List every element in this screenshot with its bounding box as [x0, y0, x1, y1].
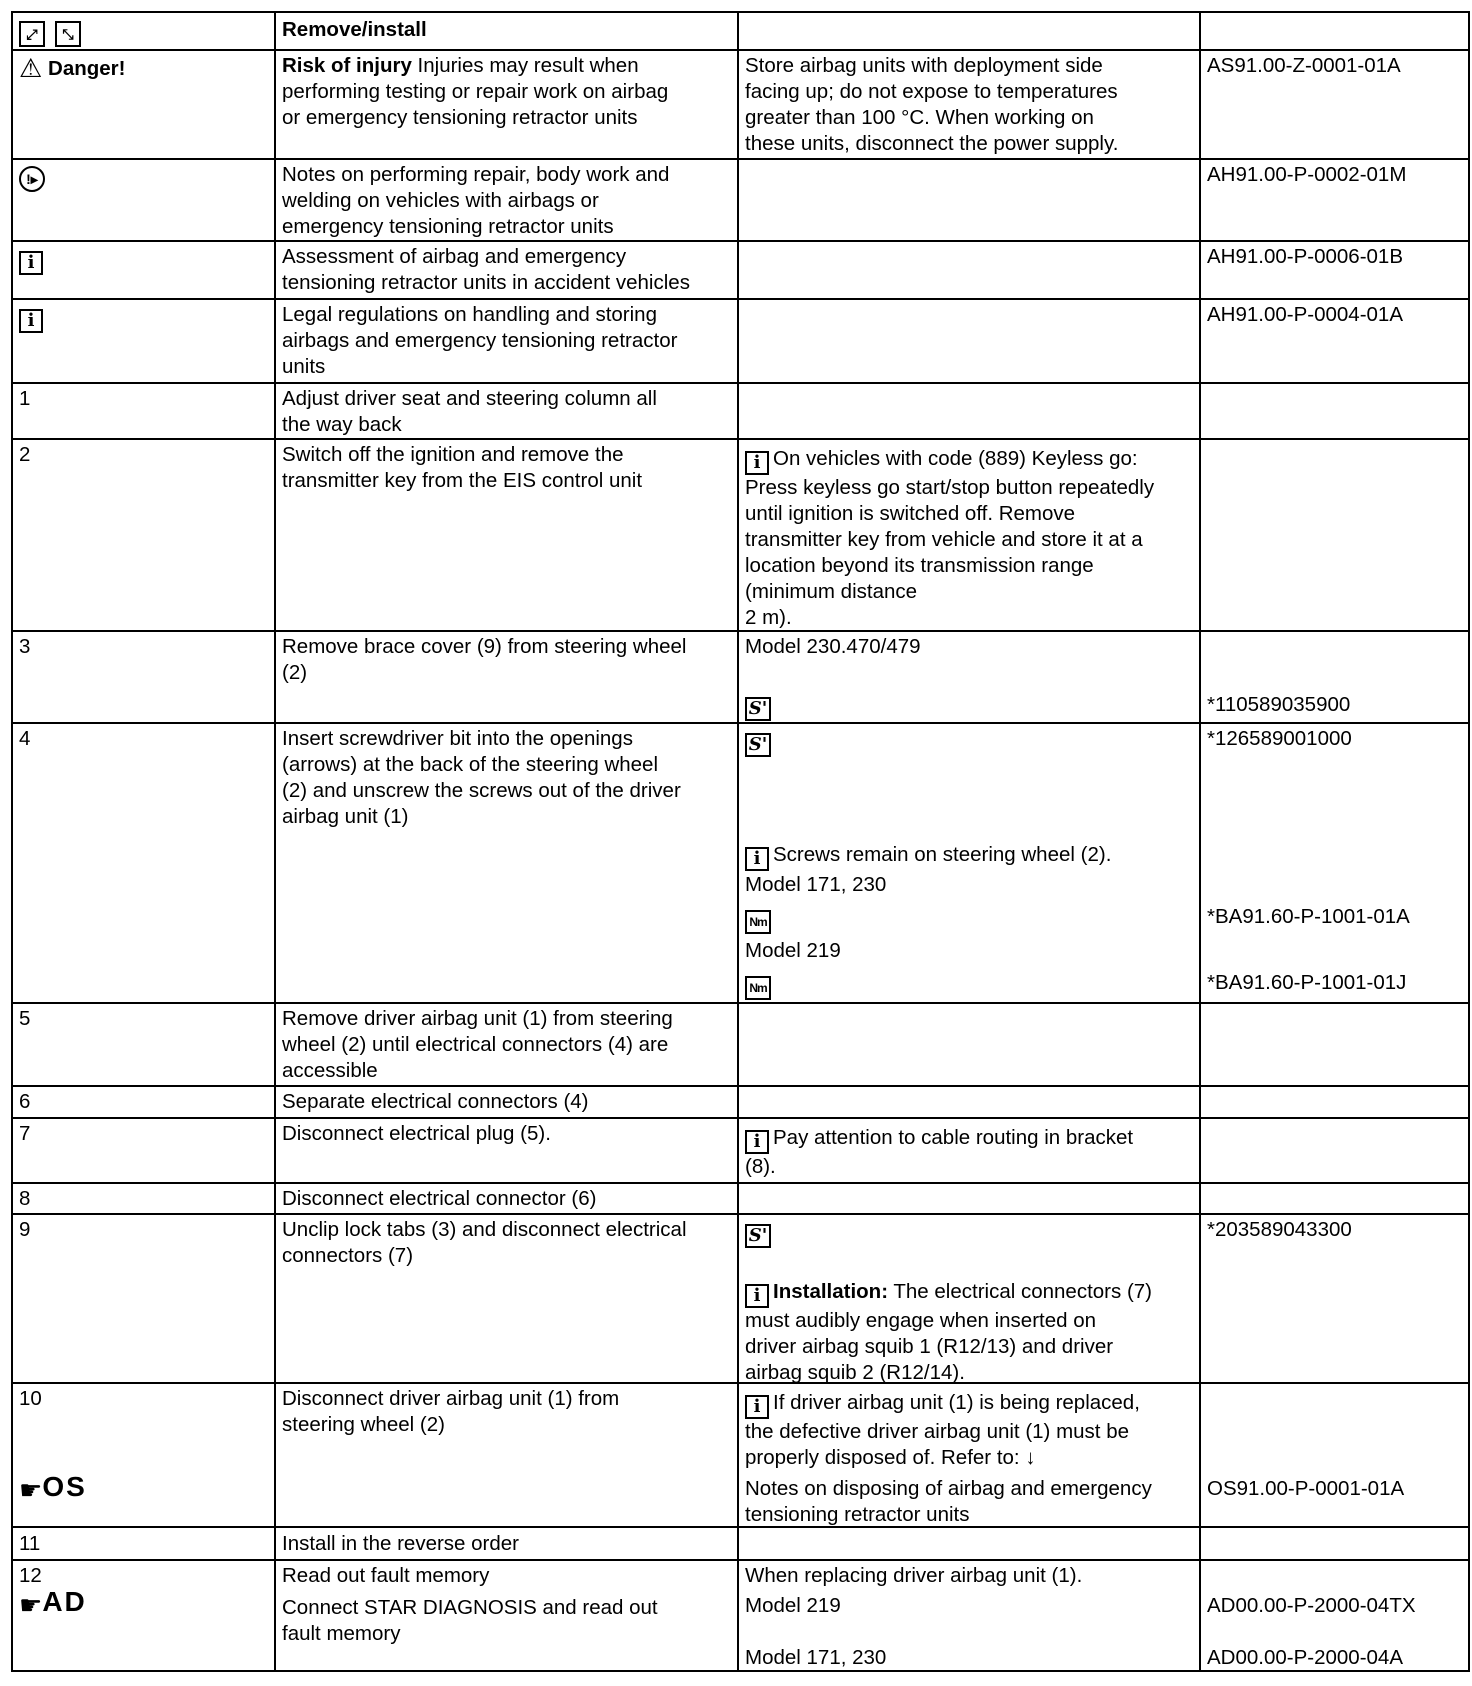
- pointing-hand-icon: ☛: [19, 1475, 43, 1505]
- danger-title: Risk of injury: [282, 54, 412, 77]
- step-note: The electrical connectors (7) must audibly engage when inserted on driver airbag squib 1 (R12/13) and driver airbag squib 2 (R12/14).: [745, 1280, 1153, 1384]
- torque-icon[interactable]: Nm: [745, 910, 771, 934]
- note-text: Notes on performing repair, body work and welding on vehicles with airbags or emergency tensioning retractor units: [282, 163, 670, 238]
- danger-text: Injuries may result when performing testing or repair work on airbag or emergency tensioning retractor units: [282, 54, 669, 129]
- step-note: Screws remain on steering wheel (2).: [773, 843, 1112, 866]
- tool-number[interactable]: *126589001000: [1207, 727, 1352, 750]
- step-text: Switch off the ignition and remove the transmitter key from the EIS control unit: [282, 443, 643, 492]
- disposal-link[interactable]: Notes on disposing of airbag and emergency tensioning retractor units: [745, 1477, 1152, 1526]
- step-row: [12, 1383, 1469, 1527]
- step-text: Read out fault memory: [282, 1564, 490, 1587]
- info-icon: i: [19, 251, 43, 275]
- step-number: 11: [19, 1532, 41, 1555]
- collapse-icon[interactable]: ⤡: [55, 21, 81, 47]
- ref-os-label: OS: [42, 1471, 87, 1502]
- info-icon: i: [19, 309, 43, 333]
- step-text: Remove driver airbag unit (1) from steering wheel (2) until electrical connectors (4) are accessible: [282, 1007, 673, 1082]
- step-note: When replacing driver airbag unit (1).: [745, 1564, 1083, 1587]
- step-text: Remove brace cover (9) from steering wheel (2): [282, 635, 687, 684]
- step-number: 5: [19, 1007, 31, 1030]
- step-text: Install in the reverse order: [282, 1532, 520, 1555]
- step-text: Disconnect driver airbag unit (1) from steering wheel (2): [282, 1387, 620, 1436]
- step-row: [12, 1118, 1469, 1183]
- step-text: Adjust driver seat and steering column all the way back: [282, 387, 657, 436]
- step-note: If driver airbag unit (1) is being replaced, the defective driver airbag unit (1) must be properly disposed of. Refer to: ↓: [745, 1391, 1140, 1469]
- special-tool-icon[interactable]: S': [745, 697, 771, 721]
- step-number: 1: [19, 387, 31, 410]
- model-label: Model 171, 230: [745, 1646, 887, 1669]
- doc-link[interactable]: AS91.00-Z-0001-01A: [1207, 54, 1401, 77]
- tool-number[interactable]: *110589035900: [1207, 693, 1351, 716]
- step-number: 12: [19, 1564, 42, 1587]
- note-row: [12, 241, 1469, 299]
- step-row: [12, 383, 1469, 439]
- step-number: 6: [19, 1090, 31, 1113]
- info-icon: i: [745, 847, 769, 871]
- special-tool-icon[interactable]: S': [745, 733, 771, 757]
- warning-icon: ⚠: [19, 53, 43, 83]
- step-number: 10: [19, 1387, 42, 1410]
- torque-link[interactable]: *BA91.60-P-1001-01A: [1207, 905, 1410, 928]
- doc-link[interactable]: AH91.00-P-0002-01M: [1207, 163, 1407, 186]
- model-label: Model 171, 230: [745, 873, 887, 896]
- torque-icon[interactable]: Nm: [745, 976, 771, 1000]
- step-row: [12, 1183, 1469, 1214]
- model-label: Model 219: [745, 1594, 841, 1617]
- info-icon: i: [745, 1395, 769, 1419]
- note-text: Assessment of airbag and emergency tensioning retractor units in accident vehicles: [282, 245, 690, 294]
- step-number: 9: [19, 1218, 31, 1241]
- note-icon: !▸: [19, 166, 45, 192]
- special-tool-icon[interactable]: S': [745, 1224, 771, 1248]
- doc-link[interactable]: AH91.00-P-0004-01A: [1207, 303, 1404, 326]
- step-subtext: Connect STAR DIAGNOSIS and read out fault memory: [282, 1596, 658, 1645]
- danger-label: Danger!: [48, 57, 126, 80]
- procedure-table: [11, 11, 1470, 1672]
- step-row: [12, 1527, 1469, 1560]
- step-number: 3: [19, 635, 31, 658]
- step-text: Disconnect electrical connector (6): [282, 1187, 597, 1210]
- danger-row: [12, 50, 1469, 159]
- info-icon: i: [745, 1130, 769, 1154]
- doc-link[interactable]: AD00.00-P-2000-04A: [1207, 1646, 1404, 1669]
- step-number: 2: [19, 443, 31, 466]
- step-text: Separate electrical connectors (4): [282, 1090, 589, 1113]
- header-row: [12, 12, 1469, 50]
- info-icon: i: [745, 451, 769, 475]
- step-note: Pay attention to cable routing in bracket (8).: [745, 1126, 1134, 1178]
- step-row: [12, 1214, 1469, 1383]
- torque-link[interactable]: *BA91.60-P-1001-01J: [1207, 971, 1407, 994]
- expand-icon[interactable]: ⤢: [19, 21, 45, 47]
- step-text: Unclip lock tabs (3) and disconnect electrical connectors (7): [282, 1218, 687, 1267]
- step-note: On vehicles with code (889) Keyless go: Press keyless go start/stop button repeatedly until ignition is switched off. Remove transmitter key from vehicle and store it at a location beyond its transmission range (minimum distance 2 m).: [745, 447, 1155, 629]
- step-row: [12, 439, 1469, 631]
- step-text: Disconnect electrical plug (5).: [282, 1122, 551, 1145]
- model-label: Model 230.470/479: [745, 635, 921, 658]
- step-number: 7: [19, 1122, 31, 1145]
- danger-note: Store airbag units with deployment side facing up; do not expose to temperatures greater than 100 °C. When working on these units, disconnect the power supply.: [745, 54, 1119, 155]
- step-row: [12, 631, 1469, 723]
- step-row: [12, 723, 1469, 1003]
- step-row: [12, 1003, 1469, 1086]
- note-row: [12, 159, 1469, 241]
- model-label: Model 219: [745, 939, 841, 962]
- header-title: Remove/install: [282, 18, 427, 41]
- installation-label: Installation:: [773, 1280, 889, 1303]
- pointing-hand-icon: ☛: [19, 1590, 43, 1620]
- note-row: [12, 299, 1469, 383]
- doc-link[interactable]: AD00.00-P-2000-04TX: [1207, 1594, 1416, 1617]
- step-number: 4: [19, 727, 31, 750]
- ref-ad-label: AD: [42, 1586, 87, 1617]
- step-text: Insert screwdriver bit into the openings (arrows) at the back of the steering wheel (2) and unscrew the screws out of the driver airbag unit (1): [282, 727, 681, 828]
- step-row: [12, 1086, 1469, 1118]
- tool-number[interactable]: *203589043300: [1207, 1218, 1352, 1241]
- info-icon: i: [745, 1284, 769, 1308]
- doc-link[interactable]: AH91.00-P-0006-01B: [1207, 245, 1404, 268]
- step-row: [12, 1560, 1469, 1671]
- note-text: Legal regulations on handling and storing airbags and emergency tensioning retractor units: [282, 303, 678, 378]
- step-number: 8: [19, 1187, 31, 1210]
- doc-link[interactable]: OS91.00-P-0001-01A: [1207, 1477, 1405, 1500]
